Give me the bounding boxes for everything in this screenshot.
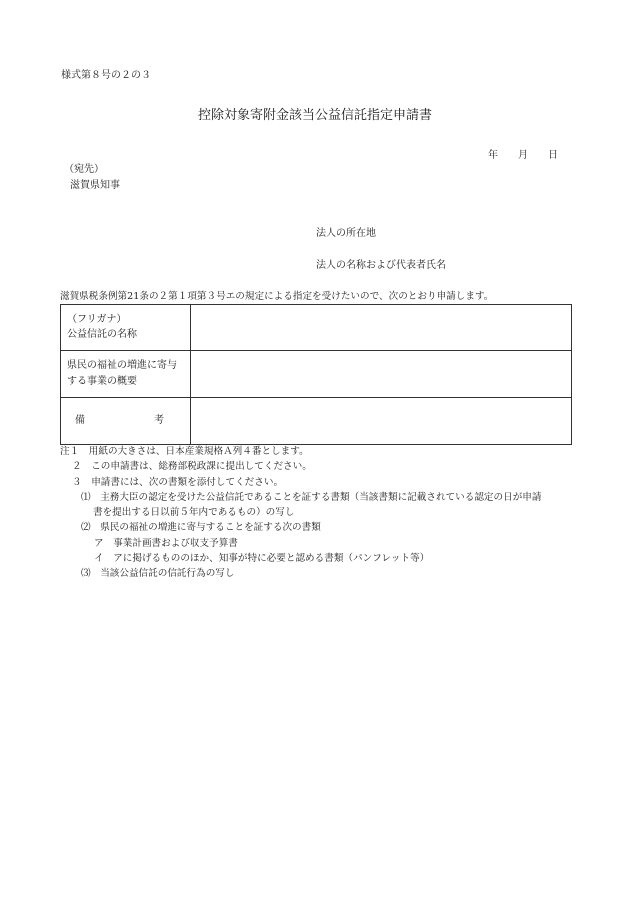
corporation-address-label: 法人の所在地 (316, 228, 376, 239)
addressee-name: 滋賀県知事 (70, 180, 120, 191)
note-3-mark: ３ (72, 476, 82, 488)
date-month-label: 月 (518, 150, 528, 161)
intro-text: 滋賀県税条例第21条の２第１項第３号エの規定による指定を受けたいので、次のとおり申請します。 (60, 291, 494, 302)
sub-2-a-mark: ア (94, 537, 104, 549)
remarks-label-cell (61, 398, 191, 445)
corporation-name-label: 法人の名称および代表者氏名 (316, 260, 446, 271)
sub-3-mark: ⑶ (81, 568, 91, 580)
business-summary-label-line1: 県民の福祉の増進に寄与 (67, 360, 177, 371)
sub-1-text-line2: 書を提出する日以前５年内であるもの）の写し (93, 507, 295, 519)
date-day-label: 日 (548, 150, 558, 161)
table-row-trust-name (61, 305, 572, 351)
note-1-mark: 注１ (60, 446, 80, 457)
sub-2-mark: ⑵ (81, 522, 91, 534)
note-3-sub-3 (60, 568, 542, 583)
sub-2-i-text: アに掲げるもののほか、知事が特に必要と認める書類（パンフレット等） (113, 553, 430, 565)
sub-2-i-mark: イ (94, 553, 104, 565)
date-line (488, 150, 558, 163)
sub-1-text-line1: 主務大臣の認定を受けた公益信託であることを証する書類（当該書類に記載されている認定の日が申請 (100, 491, 542, 503)
business-summary-label-cell (61, 351, 191, 398)
business-summary-field[interactable] (191, 351, 572, 398)
note-3-sub-2 (60, 522, 542, 537)
sub-1-mark: ⑴ (81, 491, 91, 503)
notes-section (60, 446, 542, 584)
remarks-field[interactable] (191, 398, 572, 445)
table-row-remarks (61, 398, 572, 445)
note-1-text: 用紙の大きさは、日本産業規格Ａ列４番とします。 (88, 446, 309, 457)
furigana-label: （フリガナ） (67, 313, 127, 325)
trust-name-field[interactable] (191, 305, 572, 351)
note-3-sub-1 (60, 492, 542, 507)
note-1 (60, 446, 542, 461)
note-3-sub-2-a (60, 538, 542, 553)
document-title: 控除対象寄附金該当公益信託指定申請書 (197, 108, 432, 123)
application-table (60, 304, 572, 445)
trust-name-label-cell (61, 305, 191, 351)
date-year-label: 年 (488, 150, 498, 161)
remarks-label-char2: 考 (154, 414, 164, 426)
sub-3-text: 当該公益信託の信託行為の写し (100, 568, 235, 580)
business-summary-label-line2: する事業の概要 (67, 375, 137, 387)
form-number: 様式第８号の２の３ (61, 70, 151, 81)
note-3-sub-1-cont (60, 507, 542, 522)
sub-2-text: 県民の福祉の増進に寄与することを証する次の書類 (100, 522, 321, 534)
note-3-sub-2-i (60, 553, 542, 568)
note-2-text: この申請書は、総務部税政課に提出してください。 (91, 461, 312, 473)
addressee-label: （宛先） (64, 164, 104, 175)
note-3-text: 申請書には、次の書類を添付してください。 (91, 476, 284, 488)
sub-2-a-text: 事業計画書および収支予算書 (113, 537, 238, 549)
trust-name-label: 公益信託の名称 (67, 329, 137, 340)
note-2-mark: ２ (72, 461, 82, 473)
table-row-business-summary (61, 351, 572, 398)
remarks-label-char1: 備 (75, 414, 85, 426)
note-3 (60, 477, 542, 492)
note-2 (60, 461, 542, 476)
